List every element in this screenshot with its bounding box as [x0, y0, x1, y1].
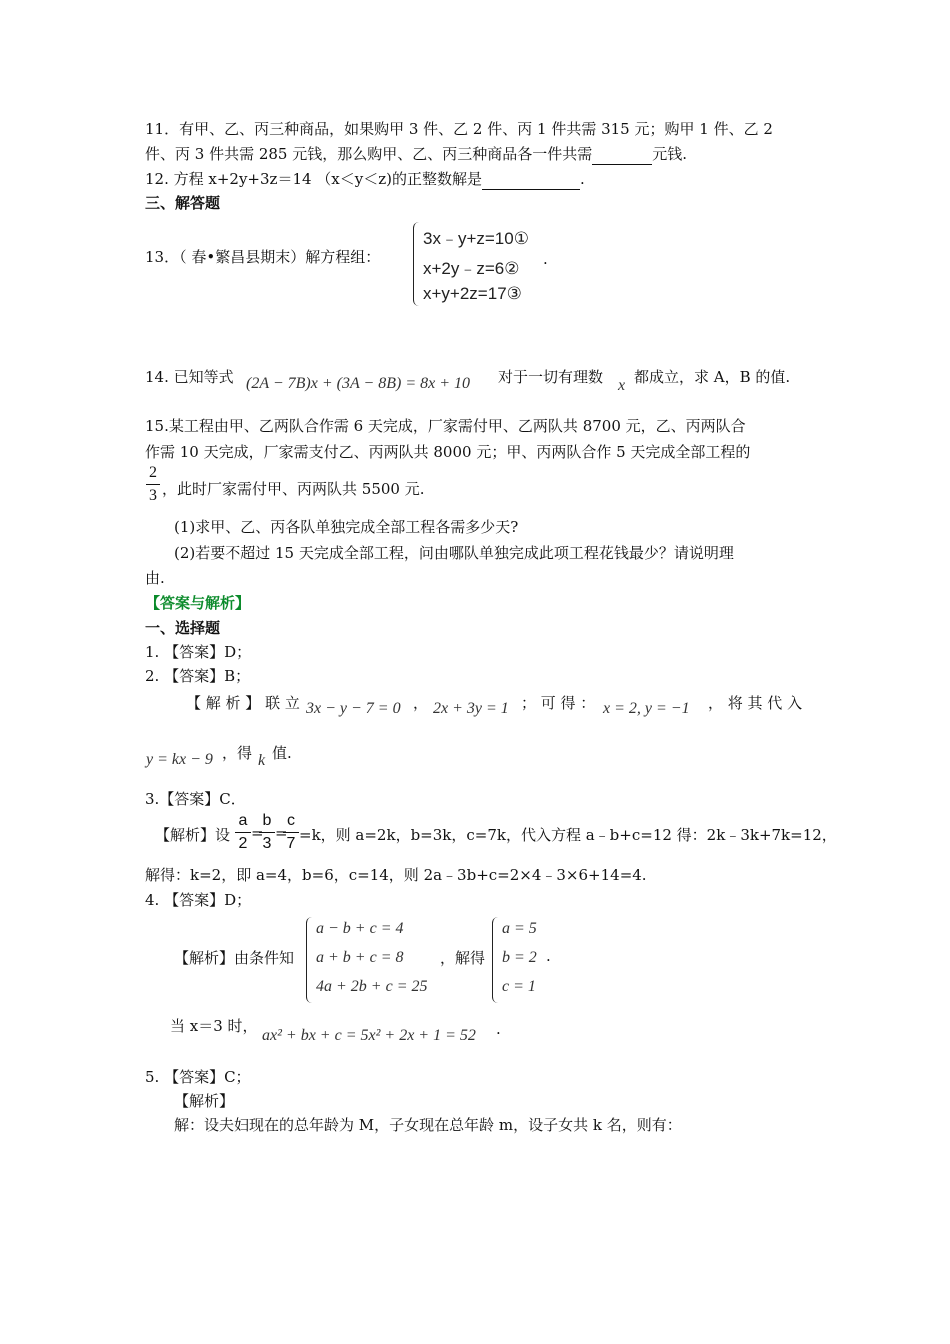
q12-end: . [580, 170, 585, 188]
answer-5-label: 5. 【答案】C； [145, 1068, 251, 1086]
answer-4-end: . [546, 947, 551, 965]
q12-text: 12. 方程 x+2y+3z＝14 （x＜y＜z)的正整数解是 [145, 170, 482, 188]
q15-sub1: (1)求甲、乙、丙各队单独完成全部工程各需多少天? [174, 518, 519, 536]
answer-2-f3: x = 2, y = −1 [603, 700, 690, 717]
answer-4-sys2-eq2: b = 2 [502, 949, 537, 966]
answers-title: 【答案与解析】 [145, 594, 251, 612]
answer-5-solution: 解：设夫妇现在的总年龄为 M，子女现在总年龄 m，设子女共 k 名，则有： [174, 1116, 682, 1134]
answer-4-sys1-eq3: 4a + 2b + c = 25 [316, 978, 428, 995]
answer-2-label: 2. 【答案】B； [145, 667, 251, 685]
q14-formula: (2A − 7B)x + (3A − 8B) = 8x + 10 [246, 375, 471, 392]
system-brace [306, 917, 315, 1003]
q11-line2-end: 元钱. [652, 145, 688, 163]
answer-2-expl: 【 解 析 】 联 立 [186, 694, 300, 712]
system-brace [492, 917, 501, 1003]
q12-line [145, 168, 585, 190]
answer-2-f4: y = kx − 9 [146, 751, 213, 768]
q13-end: . [543, 250, 548, 268]
q13-eq3: x+y+2z=17③ [423, 284, 522, 303]
q11-line1: 11．有甲、乙、丙三种商品，如果购甲 3 件、乙 2 件、丙 1 件共需 315 元；购甲 1 件、乙 2 [145, 120, 773, 138]
fraction-denominator: 3 [149, 487, 157, 504]
answer-2-f5: k [258, 752, 266, 769]
fraction-numerator: c [287, 812, 295, 829]
q13-eq1: 3x﹣y+z=10① [423, 229, 529, 248]
q15-sub2-end: 由. [145, 569, 165, 587]
q11-line2 [145, 143, 687, 165]
fraction-bar [235, 832, 251, 833]
answer-3-line2: 解得：k=2，即 a=4，b=6，c=14，则 2a﹣3b+c=2×4﹣3×6+14=4. [145, 866, 647, 884]
fraction-bar [259, 832, 275, 833]
fraction-numerator: a [238, 812, 248, 829]
answer-2-tail-b: 值. [272, 744, 292, 762]
answer-blank[interactable] [592, 148, 652, 165]
q13-label: 13．（ 春•繁昌县期末）解方程组： [145, 248, 381, 266]
answer-1: 1. 【答案】D； [145, 643, 252, 661]
q14-text-b: 对于一切有理数 [498, 368, 604, 386]
q11-line2-text: 件、丙 3 件共需 285 元钱，那么购甲、乙、丙三种商品各一件共需 [145, 145, 593, 163]
answer-4-expl: 【解析】由条件知 [174, 949, 295, 967]
q13-eq2: x+2y﹣z=6② [423, 259, 520, 278]
equals-sign: = [275, 824, 288, 842]
q15-sub2: (2)若要不超过 15 天完成全部工程，问由哪队单独完成此项工程花钱最少？请说明理 [174, 544, 734, 562]
fraction-denominator: 7 [286, 835, 296, 852]
system-brace [413, 222, 422, 306]
q15-line3: ，此时厂家需付甲、丙两队共 5500 元. [162, 480, 425, 498]
answer-4-sys2-eq3: c = 1 [502, 978, 536, 995]
answer-3-label: 3.【答案】C． [145, 790, 246, 808]
answer-5-expl: 【解析】 [174, 1092, 235, 1110]
section-heading-3: 三、解答题 [145, 194, 221, 212]
q14-var: x [618, 377, 626, 394]
q15-line2: 作需 10 天完成，厂家需支付乙、丙两队共 8000 元；甲、丙两队合作 5 天完成全部工程的 [145, 443, 751, 461]
answer-2-f1: 3x − y − 7 = 0 [306, 700, 401, 717]
fraction-b-over-3 [259, 812, 275, 853]
answer-4-when: 当 x＝3 时， [170, 1017, 258, 1035]
answer-4-mid: ，解得 [440, 949, 486, 967]
answer-3-expl-b: =k，则 a=2k，b=3k，c=7k，代入方程 a﹣b+c=12 得：2k﹣3k+7k=12， [299, 826, 837, 844]
answer-4-label: 4. 【答案】D； [145, 891, 252, 909]
answer-2-mid: ； 可 得 ： [521, 694, 596, 712]
fraction-c-over-7 [283, 812, 299, 853]
fraction-denominator: 3 [262, 835, 272, 852]
section-heading-1: 一、选择题 [145, 619, 221, 637]
equals-sign: = [251, 824, 264, 842]
q14-text-c: 都成立，求 A，B 的值. [634, 368, 791, 386]
fraction-a-over-2 [235, 812, 251, 853]
answer-2-sep2: ， 将 其 代 入 [708, 694, 803, 712]
answer-2-tail-a: ，得 [222, 744, 253, 762]
answer-4-result: ax² + bx + c = 5x² + 2x + 1 = 52 [262, 1027, 476, 1044]
fraction-numerator: b [262, 812, 272, 829]
fraction-denominator: 2 [238, 835, 248, 852]
answer-blank[interactable] [482, 173, 580, 190]
answer-4-sys1-eq2: a + b + c = 8 [316, 949, 404, 966]
answer-4-sys2-eq1: a = 5 [502, 920, 537, 937]
answer-2-sep1: ， [413, 694, 429, 712]
q15-line1: 15.某工程由甲、乙两队合作需 6 天完成，厂家需付甲、乙两队共 8700 元，乙、丙两队合 [145, 417, 746, 435]
answer-2-f2: 2x + 3y = 1 [433, 700, 509, 717]
answer-4-sys1-eq1: a − b + c = 4 [316, 920, 404, 937]
q14-label: 14. 已知等式 [145, 368, 234, 386]
answer-4-result-end: . [496, 1020, 501, 1038]
fraction-two-thirds [146, 464, 160, 505]
fraction-numerator: 2 [149, 464, 157, 481]
fraction-bar [283, 832, 299, 833]
fraction-bar [146, 484, 160, 485]
answer-3-expl-a: 【解析】设 [155, 826, 231, 844]
